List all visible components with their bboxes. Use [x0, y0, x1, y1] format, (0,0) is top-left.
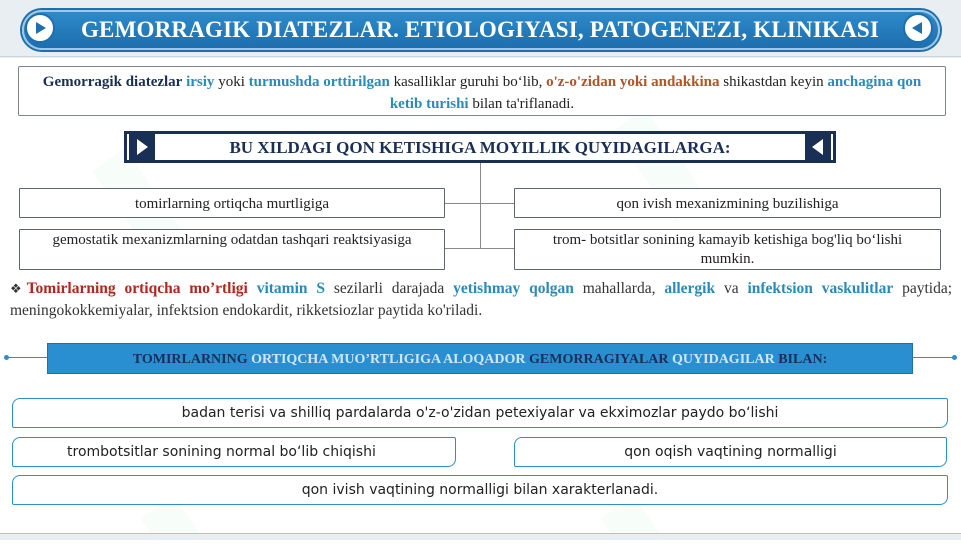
feature-box: qon ivish vaqtining normalligi bilan xarakterlanadi.	[12, 475, 948, 505]
play-left-icon	[910, 20, 926, 36]
definition-text: bilan ta'riflanadi.	[468, 96, 575, 112]
definition-text: shikastdan keyin	[719, 74, 828, 90]
heading-word: MUO’RTLIGIGA	[331, 352, 441, 367]
paragraph-text: sezilarli darajada	[324, 280, 454, 297]
paragraph-text: mahallarda,	[573, 280, 665, 297]
connector-line	[445, 248, 515, 249]
paragraph-text: paytida; meningokokkemiyalar, infektsion endokardit, rikketsiozlar paytida ko'riladi.	[10, 280, 953, 319]
feature-box: badan terisi va shilliq pardalarda o'z-o'zidan petexiyalar va ekximozlar paydo bo‘lishi	[12, 398, 948, 428]
paragraph-text	[248, 280, 257, 297]
dot-icon	[952, 355, 957, 360]
paragraph-highlight: allergik	[664, 280, 716, 297]
definition-box	[18, 66, 946, 116]
definition-text: yoki	[214, 74, 249, 90]
paragraph-text: va	[715, 280, 748, 297]
cause-box: trom- botsitlar sonining kamayib ketishiga bog'liq bo‘lishi mumkin.	[514, 229, 941, 270]
cause-box: gemostatik mexanizmlarning odatdan tashqari reaktsiyasiga	[19, 229, 445, 270]
definition-highlight: anchagina qon ketib turishi	[389, 74, 922, 112]
bottom-border	[0, 533, 961, 540]
definition-highlight: irsiy	[186, 74, 215, 90]
cause-box: qon ivish mexanizmining buzilishiga	[514, 188, 941, 218]
dot-icon	[4, 355, 9, 360]
heading-word: BILAN:	[778, 352, 828, 367]
section-heading-bar	[47, 343, 913, 374]
heading-word: QUYIDAGILAR	[672, 352, 775, 367]
definition-highlight: o'z-o'zidan yoki andakkina	[546, 74, 720, 90]
heading-word: ALOQADOR	[443, 352, 526, 367]
bullet-icon: ❖	[10, 281, 27, 296]
divider	[913, 357, 955, 358]
divider	[6, 357, 47, 358]
paragraph-highlight: yetishmay qolgan	[453, 280, 574, 297]
definition-highlight: turmushda orttirilgan	[248, 74, 390, 90]
next-slide-button[interactable]	[903, 13, 933, 43]
paragraph-highlight: vitamin S	[256, 280, 325, 297]
play-right-icon	[32, 20, 48, 36]
heading-word: ORTIQCHA	[251, 352, 328, 367]
divider	[0, 56, 961, 57]
cause-box: tomirlarning ortiqcha murtligiga	[19, 188, 445, 218]
heading-word: GEMORRAGIYALAR	[529, 352, 669, 367]
paragraph-highlight: infektsion vaskulitlar	[747, 280, 894, 297]
definition-term: Gemorragik diatezlar	[42, 74, 183, 90]
subheading: BU XILDAGI QON KETISHIGA MOYILLIK QUYIDAGILARGA:	[229, 138, 731, 157]
page-title: GEMORRAGIK DIATEZLAR. ETIOLOGIYASI, PATOGENEZI, KLINIKASI	[80, 17, 880, 42]
feature-box: trombotsitlar sonining normal bo‘lib chiqishi	[12, 437, 456, 467]
heading-word: TOMIRLARNING	[132, 352, 248, 367]
fragility-paragraph	[10, 278, 952, 322]
definition-text: kasalliklar guruhi bo‘lib,	[389, 74, 547, 90]
connector-line	[480, 163, 481, 249]
prev-slide-button[interactable]	[25, 13, 55, 43]
paragraph-highlight: Tomirlarning ortiqcha mo’rtligi	[26, 280, 248, 297]
connector-line	[445, 203, 515, 204]
feature-box: qon oqish vaqtining normalligi	[514, 437, 947, 467]
